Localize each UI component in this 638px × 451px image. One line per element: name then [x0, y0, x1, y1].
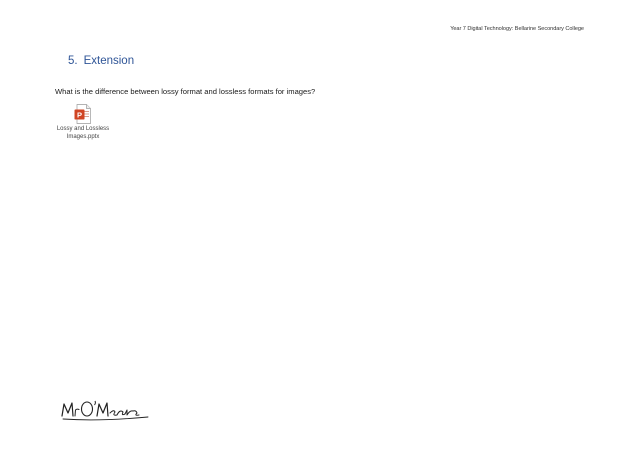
page-header: Year 7 Digital Technology: Bellarine Secondary College: [450, 26, 584, 32]
powerpoint-file-icon: [74, 104, 92, 124]
signature-image: [60, 396, 152, 422]
question-text: What is the difference between lossy format and lossless formats for images?: [55, 87, 316, 96]
section-title: Extension: [83, 55, 135, 67]
attachment-label-line2: Images.pptx: [66, 133, 100, 140]
attachment-label-line1: Lossy and Lossless: [56, 126, 110, 132]
section-heading: [68, 55, 134, 67]
embedded-file-attachment[interactable]: [52, 104, 114, 141]
svg-text:P: P: [76, 110, 83, 120]
section-number: 5.: [68, 55, 78, 67]
